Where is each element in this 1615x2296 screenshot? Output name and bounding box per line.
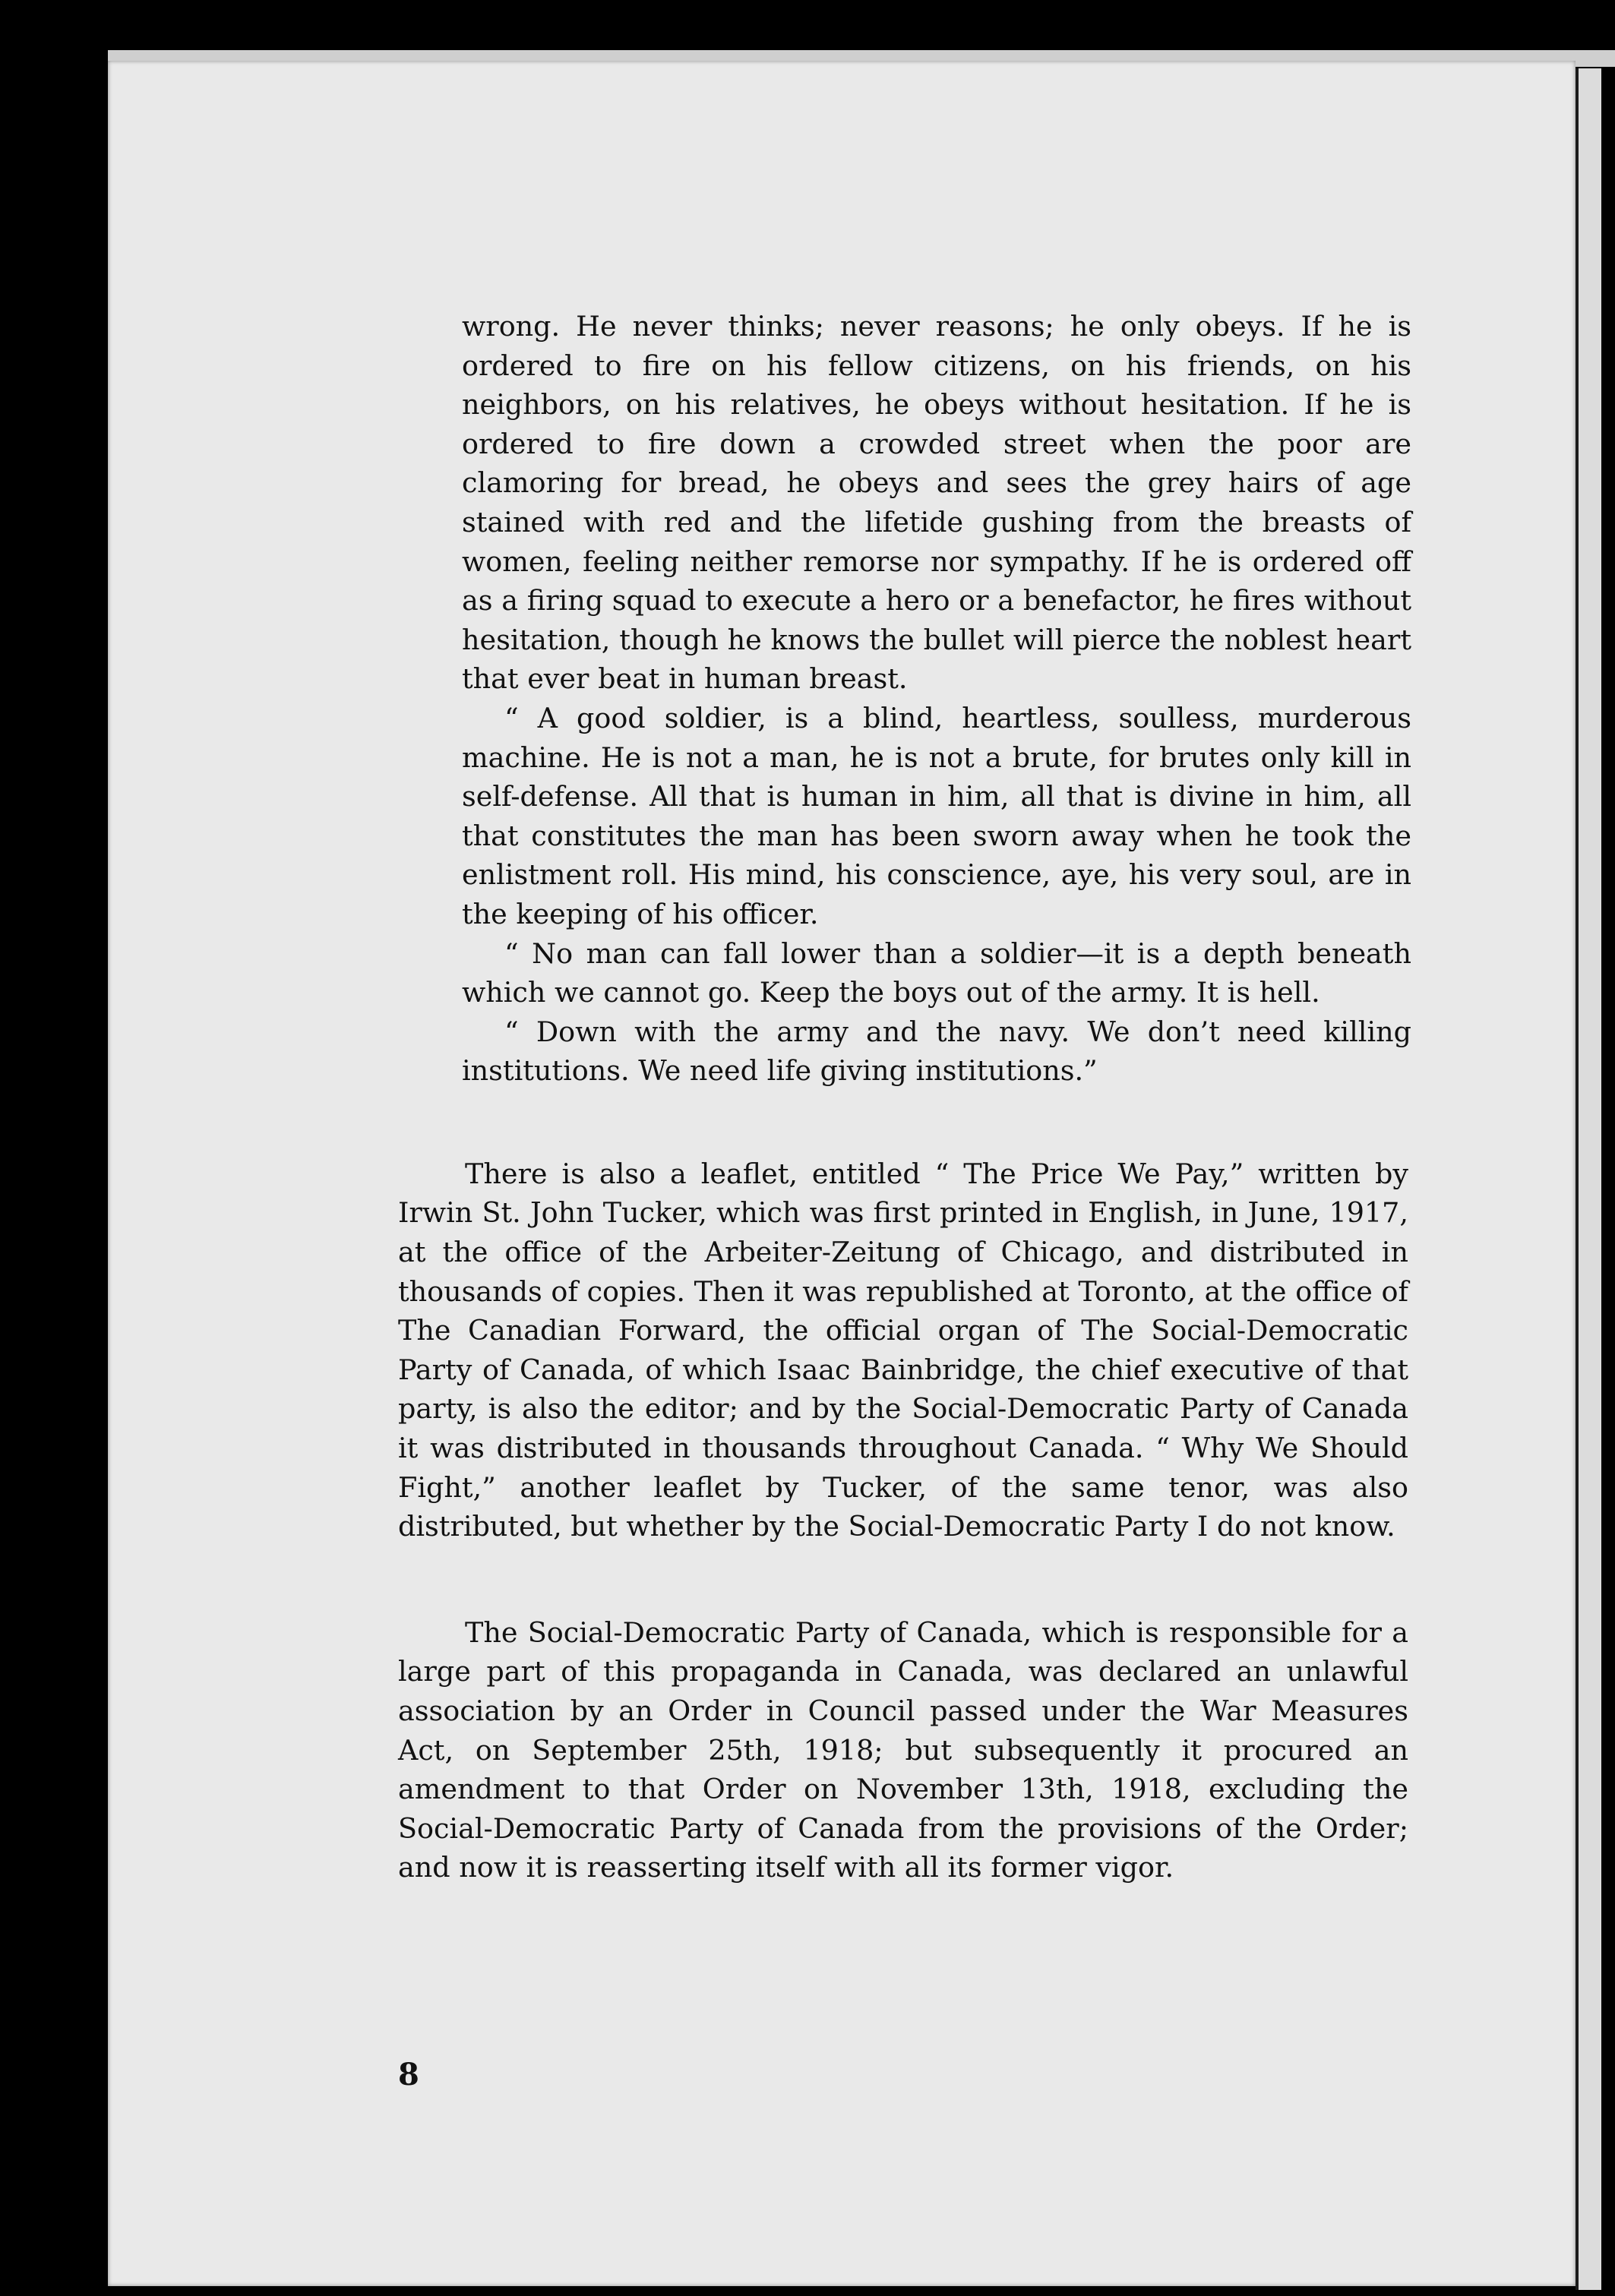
quote-paragraph-3: “ No man can fall lower than a soldier—it is a depth beneath which we cannot go. Keep the boys out of the army. It is hell. [462, 936, 1411, 1009]
body-paragraph-2: The Social-Democratic Party of Canada, which is responsible for a large part of this propaganda in Canada, was declared an unlawful association by an Order in Council passed under the War Measures Act, on September 25th, 1918; but subsequently it procured an amendment to that Order on November 13th, 1918, excluding the Social-Democratic Party of Canada from the provisions of the Order; and now it is reasserting itself with all its former vigor. [398, 1615, 1408, 1884]
quote-paragraph-4: “ Down with the army and the navy. We don’t need killing institutions. We need life giving institutions.” [462, 1015, 1411, 1088]
quote-paragraph-2: “ A good soldier, is a blind, heartless, soulless, murderous machine. He is not a man, he is not a brute, for brutes only kill in self-defense. All that is human in him, all that is divine in him, all that constitutes the man has been sworn away when he took the enlistment roll. His mind, his conscience, aye, his very soul, are in the keeping of his officer. [462, 701, 1411, 930]
body-paragraph-1: There is also a leaflet, entitled “ The Price We Pay,” written by Irwin St. John Tucker, which was first printed in English, in June, 1917, at the office of the Arbeiter-Zeitung of Chicago, and distributed in thousands of copies. Then it was republished at Toronto, at the office of The Canadian Forward, the official organ of The Social-Democratic Party of Canada, of which Isaac Bainbridge, the chief executive of that party, is also the editor; and by the Social-Democratic Party of Canada it was distributed in thousands throughout Canada. “ Why We Should Fight,” another leaflet by Tucker, of the same tenor, was also distributed, but whether by the Social-Democratic Party I do not know. [398, 1157, 1408, 1543]
page-body [398, 307, 1411, 1887]
next-page-edge [1575, 68, 1601, 2290]
page-number: 8 [398, 2057, 419, 2092]
quote-paragraph-1: wrong. He never thinks; never reasons; he only obeys. If he is ordered to fire on his fellow citizens, on his friends, on his neighbors, on his relatives, he obeys without hesitation. If he is ordered to fire down a crowded street when the poor are clamoring for bread, he obeys and sees the grey hairs of age stained with red and the lifetide gushing from the breasts of women, feeling neither remorse nor sympathy. If he is ordered off as a firing squad to execute a hero or a benefactor, he fires without hesitation, though he knows the bullet will pierce the noblest heart that ever beat in human breast. [462, 310, 1411, 696]
